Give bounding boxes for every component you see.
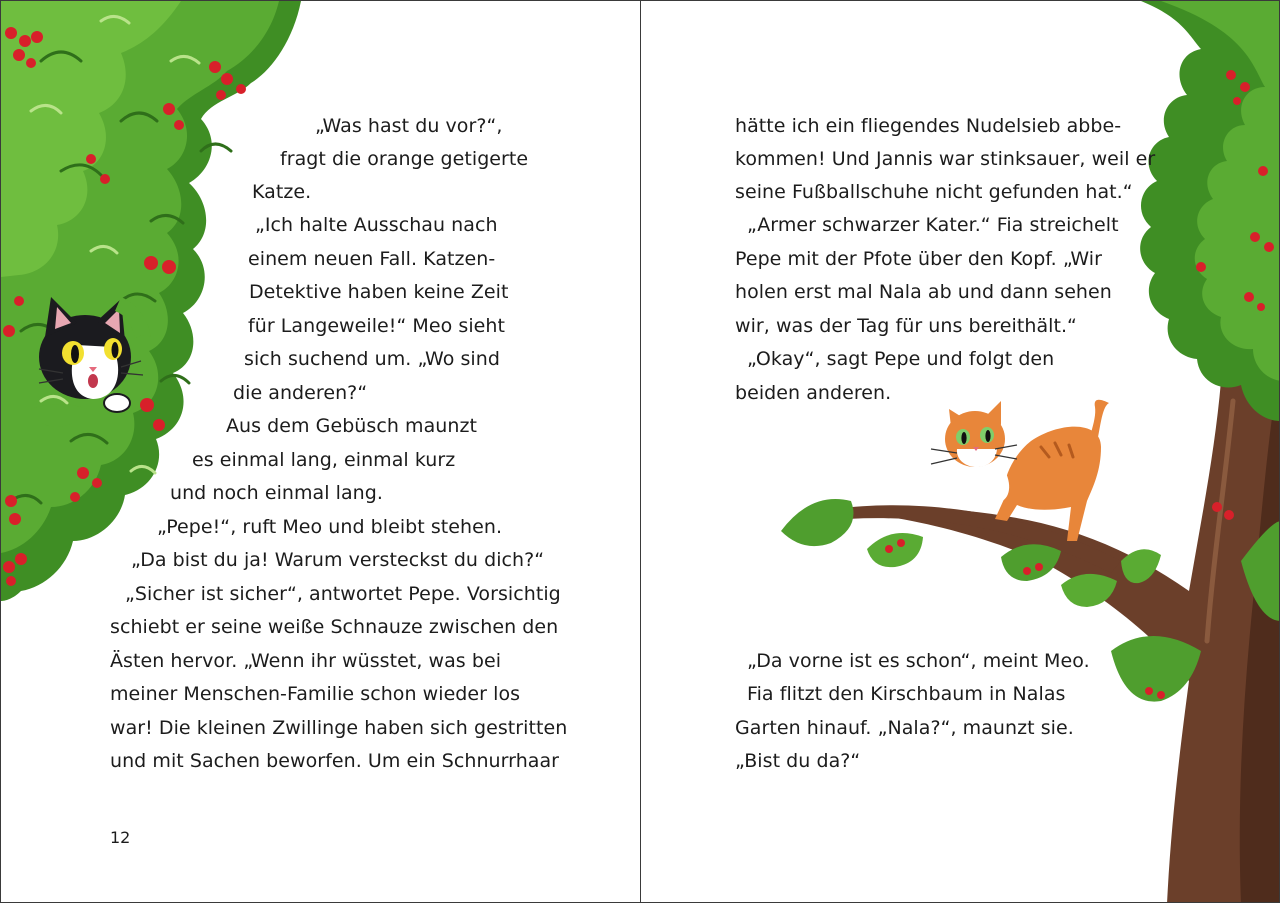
text-line: es einmal lang, einmal kurz [192, 449, 456, 471]
text-line: Fia flitzt den Kirschbaum in Nalas [747, 683, 1066, 705]
text-line: einem neuen Fall. Katzen- [248, 248, 496, 270]
cherry-branch [781, 499, 1121, 607]
text-line: war! Die kleinen Zwillinge haben sich gestritten [110, 717, 568, 739]
text-line: Katze. [252, 181, 312, 203]
right-page [640, 0, 1280, 903]
text-line: „Armer schwarzer Kater.“ Fia streichelt [747, 214, 1119, 236]
text-line: „Okay“, sagt Pepe und folgt den [747, 348, 1055, 370]
text-line: Pepe mit der Pfote über den Kopf. „Wir [735, 248, 1103, 270]
text-line: und noch einmal lang. [170, 482, 383, 504]
text-line: seine Fußballschuhe nicht gefunden hat.“ [735, 181, 1133, 203]
text-line: „Pepe!“, ruft Meo und bleibt stehen. [157, 516, 503, 538]
text-line: kommen! Und Jannis war stinksauer, weil er [735, 148, 1156, 170]
text-line: Ästen hervor. „Wenn ihr wüsstet, was bei [110, 650, 502, 672]
text-line: „Da bist du ja! Warum versteckst du dich?“ [131, 549, 545, 571]
text-line: für Langeweile!“ Meo sieht [248, 315, 505, 337]
text-line: die anderen?“ [233, 382, 368, 404]
text-line: fragt die orange getigerte [280, 148, 529, 170]
text-line: und mit Sachen beworfen. Um ein Schnurrhaar [110, 750, 560, 772]
text-line: wir, was der Tag für uns bereithält.“ [735, 315, 1077, 337]
text-line: „Bist du da?“ [735, 750, 861, 772]
text-line: Detektive haben keine Zeit [249, 281, 509, 303]
text-line: „Ich halte Ausschau nach [255, 214, 498, 236]
text-line: Garten hinauf. „Nala?“, maunzt sie. [735, 717, 1074, 739]
text-line: beiden anderen. [735, 382, 892, 404]
text-line: sich suchend um. „Wo sind [244, 348, 500, 370]
text-line: hätte ich ein fliegendes Nudelsieb abbe- [735, 115, 1122, 137]
text-line: „Sicher ist sicher“, antwortet Pepe. Vorsichtig [125, 583, 561, 605]
text-line: holen erst mal Nala ab und dann sehen [735, 281, 1112, 303]
page-number: 12 [110, 828, 131, 847]
text-line: „Was hast du vor?“, [315, 115, 503, 137]
text-line: Aus dem Gebüsch maunzt [226, 415, 477, 437]
text-line: meiner Menschen-Familie schon wieder los [110, 683, 521, 705]
text-line: „Da vorne ist es schon“, meint Meo. [747, 650, 1090, 672]
text-line: schiebt er seine weiße Schnauze zwischen den [110, 616, 559, 638]
